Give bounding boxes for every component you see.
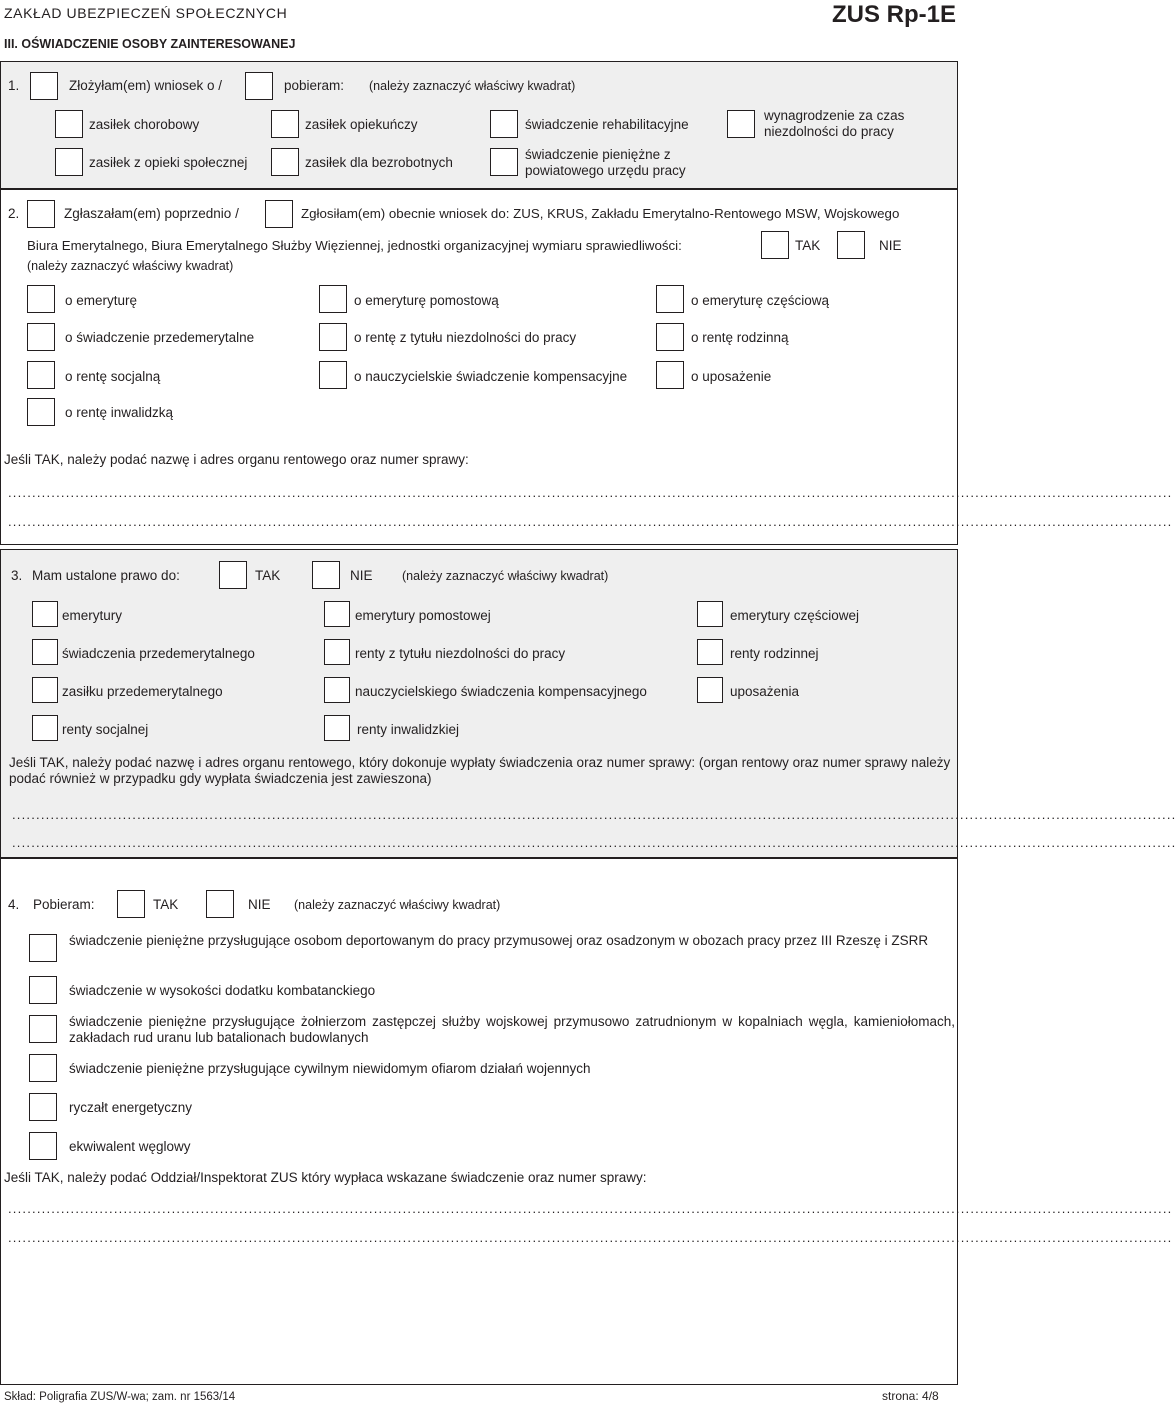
q1-option-checkbox[interactable] [271, 110, 299, 138]
q4-option-checkbox[interactable] [29, 976, 57, 1004]
q3-option-label: świadczenia przedemerytalnego [62, 646, 255, 661]
q4-if-yes-instruction: Jeśli TAK, należy podać Oddział/Inspektorat ZUS który wypłaca wskazane świadczenie oraz numer sprawy: [4, 1170, 647, 1185]
q2-yes-checkbox[interactable] [761, 231, 789, 259]
q4-yes-checkbox[interactable] [117, 890, 145, 918]
q1-option-label: zasiłek z opieki społecznej [89, 155, 248, 170]
q2-option-checkbox[interactable] [656, 361, 684, 389]
q2-label-currently: Zgłosiłam(em) obecnie wniosek do: ZUS, KRUS, Zakładu Emerytalno-Rentowego MSW, Wojskowego [301, 206, 900, 221]
q2-option-checkbox[interactable] [27, 285, 55, 313]
q2-option-label: o rentę socjalną [65, 369, 161, 384]
q2-option-label: o emeryturę częściową [691, 293, 830, 308]
q2-line2: Biura Emerytalnego, Biura Emerytalnego Służby Więziennej, jednostki organizacyjnej wymiaru sprawiedliwości: [27, 238, 682, 253]
q1-option-checkbox[interactable] [490, 148, 518, 176]
q3-option-label: emerytury pomostowej [355, 608, 491, 623]
q2-option-label: o świadczenie przedemerytalne [65, 330, 255, 345]
q3-yes-label: TAK [255, 568, 281, 583]
q4-answer-line[interactable]: .................................................................................................................................................................................................................................................. [8, 1230, 1173, 1245]
q3-option-checkbox[interactable] [32, 715, 58, 741]
q1-option-checkbox[interactable] [271, 148, 299, 176]
q3-option-label: renty rodzinnej [730, 646, 819, 661]
q1-option-label: świadczenie pieniężne z powiatowego urzędu pracy [525, 147, 686, 178]
q1-option-label: zasiłek opiekuńczy [305, 117, 418, 132]
q3-option-label: uposażenia [730, 684, 800, 699]
q3-option-label: renty socjalnej [62, 722, 149, 737]
q4-label: Pobieram: [33, 897, 95, 912]
q3-option-checkbox[interactable] [324, 677, 350, 703]
q2-number: 2. [8, 206, 20, 221]
q4-option-checkbox[interactable] [29, 1054, 57, 1082]
q4-option-label: świadczenie w wysokości dodatku kombatanckiego [69, 983, 376, 998]
q3-no-label: NIE [350, 568, 373, 583]
q3-yes-checkbox[interactable] [219, 561, 247, 589]
q4-option-label: świadczenie pieniężne przysługujące żołnierzom zastępczej służby wojskowej przymusowo zatrudnionym w kopalniach węgla, kamieniołomach, zakładach rud uranu lub batalionach budowlanych [69, 1014, 955, 1045]
q2-option-label: o rentę inwalidzką [65, 405, 174, 420]
q2-no-label: NIE [879, 238, 902, 253]
q4-option-label: świadczenie pieniężne przysługujące osobom deportowanym do pracy przymusowej oraz osadzonym w obozach pracy przez III Rzeszę i ZSRR [69, 933, 929, 948]
q2-option-label: o nauczycielskie świadczenie kompensacyjne [354, 369, 628, 384]
q3-if-yes-instruction: Jeśli TAK, należy podać nazwę i adres organu rentowego, który dokonuje wypłaty świadczenia oraz numer sprawy: (organ rentowy oraz numer sprawy należy podać również w przypadku gdy wypłata świadczenia jest zawieszona) [9, 755, 951, 786]
q1-number: 1. [8, 78, 20, 93]
q1-option-checkbox[interactable] [55, 110, 83, 138]
q3-option-checkbox[interactable] [697, 639, 723, 665]
q4-no-label: NIE [248, 897, 271, 912]
q3-option-checkbox[interactable] [324, 601, 350, 627]
q4-option-label: ekwiwalent węglowy [69, 1139, 191, 1154]
q4-number: 4. [8, 897, 20, 912]
q3-option-checkbox[interactable] [697, 677, 723, 703]
form-code: ZUS Rp-1E [831, 1, 956, 28]
q3-option-label: renty z tytułu niezdolności do pracy [355, 646, 566, 661]
q2-option-checkbox[interactable] [319, 285, 347, 313]
q2-option-label: o emeryturę pomostową [354, 293, 499, 308]
q4-option-checkbox[interactable] [29, 1015, 57, 1043]
q3-answer-line[interactable]: .................................................................................................................................................................................................................................................. [12, 807, 1176, 822]
q2-option-checkbox[interactable] [27, 361, 55, 389]
q2-option-label: o emeryturę [65, 293, 138, 308]
q1-applied-checkbox[interactable] [30, 72, 58, 100]
q2-option-checkbox[interactable] [319, 361, 347, 389]
q1-hint: (należy zaznaczyć właściwy kwadrat) [369, 79, 576, 93]
q2-option-checkbox[interactable] [656, 323, 684, 351]
q3-option-label: nauczycielskiego świadczenia kompensacyjnego [355, 684, 647, 699]
q3-option-checkbox[interactable] [324, 715, 350, 741]
q2-hint: (należy zaznaczyć właściwy kwadrat) [27, 259, 234, 273]
q1-option-checkbox[interactable] [727, 110, 755, 138]
q1-option-checkbox[interactable] [490, 110, 518, 138]
q2-option-label: o rentę rodzinną [691, 330, 789, 345]
q4-option-label: ryczałt energetyczny [69, 1100, 193, 1115]
q2-currently-checkbox[interactable] [265, 200, 293, 228]
q2-if-yes-instruction: Jeśli TAK, należy podać nazwę i adres organu rentowego oraz numer sprawy: [4, 452, 469, 467]
q2-option-checkbox[interactable] [27, 398, 55, 426]
q4-answer-line[interactable]: .................................................................................................................................................................................................................................................. [8, 1201, 1173, 1216]
q3-label: Mam ustalone prawo do: [32, 568, 180, 583]
q2-option-checkbox[interactable] [319, 323, 347, 351]
q4-option-label: świadczenie pieniężne przysługujące cywilnym niewidomym ofiarom działań wojennych [69, 1061, 591, 1076]
q4-no-checkbox[interactable] [206, 890, 234, 918]
q2-no-checkbox[interactable] [837, 231, 865, 259]
q1-option-label: wynagrodzenie za czas niezdolności do pracy [764, 108, 905, 139]
q1-option-checkbox[interactable] [55, 148, 83, 176]
q4-option-checkbox[interactable] [29, 1093, 57, 1121]
q2-option-checkbox[interactable] [27, 323, 55, 351]
q3-option-checkbox[interactable] [32, 639, 58, 665]
footer-page-number: strona: 4/8 [882, 1389, 939, 1403]
q3-option-checkbox[interactable] [697, 601, 723, 627]
q2-option-checkbox[interactable] [656, 285, 684, 313]
q3-option-label: emerytury [62, 608, 123, 623]
q1-option-label: świadczenie rehabilitacyjne [525, 117, 689, 132]
q3-option-checkbox[interactable] [32, 677, 58, 703]
q3-option-checkbox[interactable] [32, 601, 58, 627]
q4-yes-label: TAK [153, 897, 179, 912]
q2-answer-line[interactable]: .................................................................................................................................................................................................................................................. [8, 514, 1173, 529]
q1-receiving-checkbox[interactable] [245, 72, 273, 100]
q2-label-previously: Zgłaszałam(em) poprzednio / [64, 206, 239, 221]
q3-answer-line[interactable]: .................................................................................................................................................................................................................................................. [12, 835, 1176, 850]
q3-no-checkbox[interactable] [312, 561, 340, 589]
q2-answer-line[interactable]: .................................................................................................................................................................................................................................................. [8, 485, 1173, 500]
q3-option-checkbox[interactable] [324, 639, 350, 665]
q1-label-receiving: pobieram: [284, 78, 345, 93]
q2-yes-label: TAK [795, 238, 821, 253]
q2-previously-checkbox[interactable] [27, 200, 55, 228]
q2-option-label: o rentę z tytułu niezdolności do pracy [354, 330, 577, 345]
q4-hint: (należy zaznaczyć właściwy kwadrat) [294, 898, 501, 912]
q2-option-label: o uposażenie [691, 369, 772, 384]
q3-number: 3. [11, 568, 23, 583]
q3-option-label: zasiłku przedemerytalnego [62, 684, 223, 699]
q1-label-applied: Złożyłam(em) wniosek o / [69, 78, 223, 93]
q4-option-checkbox[interactable] [29, 934, 57, 962]
org-name: ZAKŁAD UBEZPIECZEŃ SPOŁECZNYCH [4, 5, 288, 21]
q1-option-label: zasiłek chorobowy [89, 117, 200, 132]
q3-option-label: renty inwalidzkiej [357, 722, 460, 737]
q3-option-label: emerytury częściowej [730, 608, 860, 623]
footer-printer-note: Skład: Poligrafia ZUS/W-wa; zam. nr 1563/14 [4, 1391, 236, 1403]
q3-hint: (należy zaznaczyć właściwy kwadrat) [402, 569, 609, 583]
q1-option-label: zasiłek dla bezrobotnych [305, 155, 453, 170]
section-title: III. OŚWIADCZENIE OSOBY ZAINTERESOWANEJ [4, 37, 296, 51]
q4-option-checkbox[interactable] [29, 1132, 57, 1160]
